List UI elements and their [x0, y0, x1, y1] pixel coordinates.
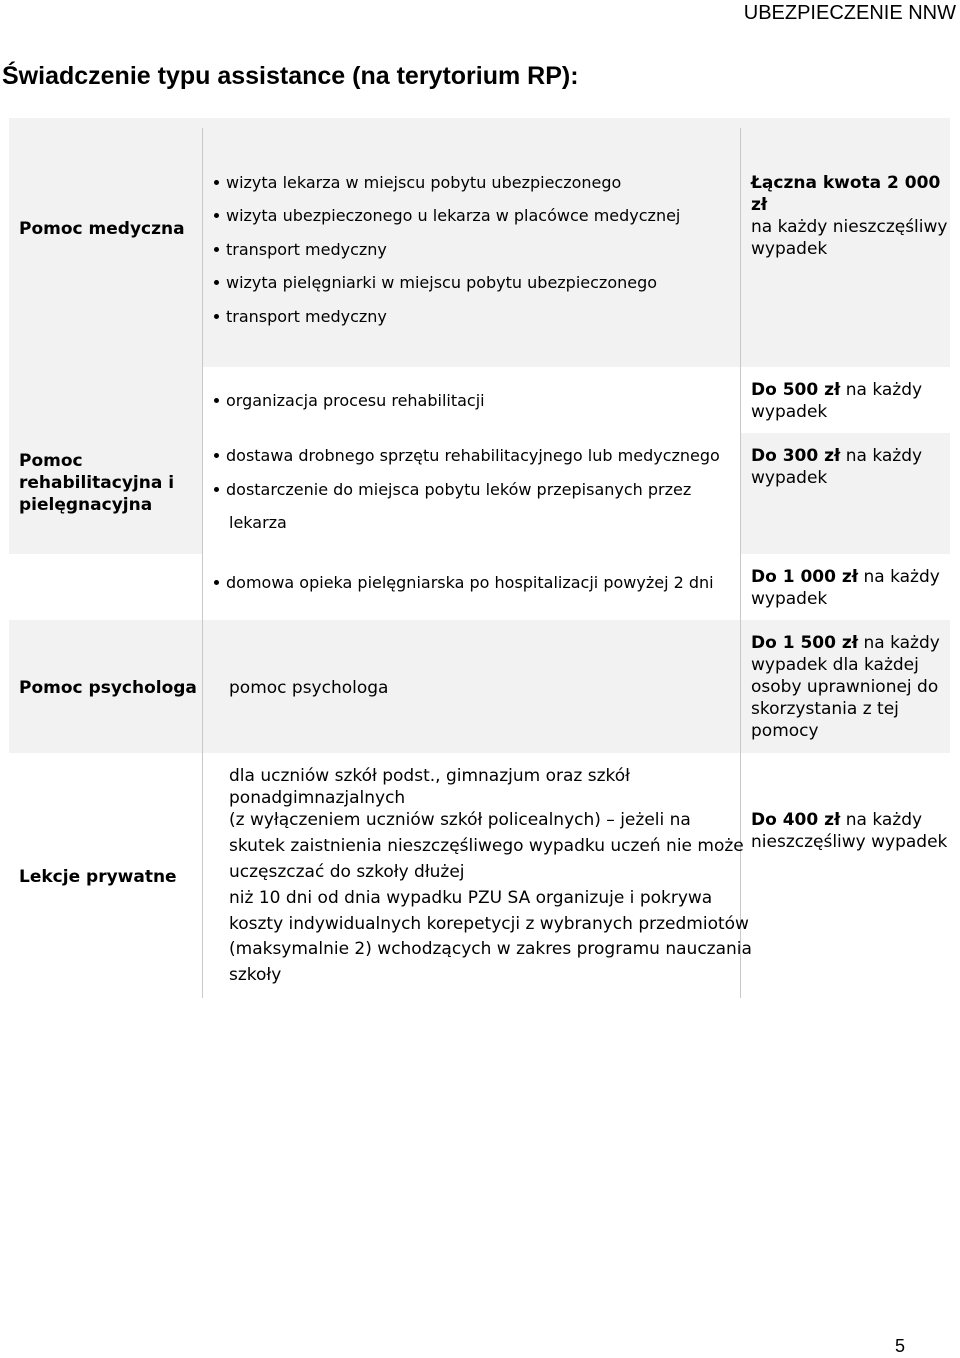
- description-line: skutek zaistnienia nieszczęśliwego wypadku uczeń nie może: [229, 836, 744, 856]
- description-line: (z wyłączeniem uczniów szkół policealnych) – jeżeli na: [229, 810, 691, 830]
- bullet-icon: [214, 280, 219, 285]
- psych-amount: Do 1 500 zł na każdy wypadek dla każdej osoby uprawnionej do skorzystania z tej pomocy: [751, 633, 940, 741]
- description-line: koszty indywidualnych korepetycji z wybranych przedmiotów: [229, 914, 749, 934]
- column-divider-right: [740, 128, 741, 998]
- bullet-icon: [214, 213, 219, 218]
- rehab-label: Pomoc rehabilitacyjna i pielęgnacyjna: [19, 451, 175, 515]
- bullet-icon: [214, 580, 219, 585]
- lessons-label: Lekcje prywatne: [19, 867, 177, 887]
- psych-item: pomoc psychologa: [229, 678, 389, 698]
- description-line: (maksymalnie 2) wchodzących w zakres programu nauczania: [229, 939, 752, 959]
- list-item: transport medyczny: [214, 239, 387, 261]
- list-item: transport medyczny: [214, 306, 387, 328]
- description-line: dla uczniów szkół podst., gimnazjum oraz szkół: [229, 766, 630, 786]
- medical-label: Pomoc medyczna: [19, 219, 185, 239]
- lessons-amount: Do 400 zł na każdy nieszczęśliwy wypadek: [751, 810, 948, 852]
- rehab-amount-1: Do 500 zł na każdy wypadek: [751, 380, 923, 422]
- description-line: uczęszczać do szkoły dłużej: [229, 862, 465, 882]
- page-title: Świadczenie typu assistance (na terytorium RP):: [2, 62, 579, 90]
- description-line: ponadgimnazjalnych: [229, 788, 406, 808]
- column-divider-left: [202, 128, 203, 998]
- list-item: wizyta ubezpieczonego u lekarza w placówce medycznej: [214, 205, 680, 227]
- rehab-amount-3: Do 1 000 zł na każdy wypadek: [751, 567, 940, 609]
- bullet-icon: [214, 314, 219, 319]
- page-number: 5: [895, 1336, 906, 1356]
- list-item: wizyta pielęgniarki w miejscu pobytu ubezpieczonego: [214, 272, 657, 294]
- list-item: domowa opieka pielęgniarska po hospitalizacji powyżej 2 dni: [214, 572, 714, 594]
- list-item: dostawa drobnego sprzętu rehabilitacyjnego lub medycznego: [214, 445, 720, 467]
- medical-amount: Łączna kwota 2 000 zł na każdy nieszczęśliwy wypadek: [751, 173, 948, 259]
- bullet-icon: [214, 398, 219, 403]
- bullet-icon: [214, 487, 219, 492]
- bullet-icon: [214, 180, 219, 185]
- list-item-continuation: lekarza: [229, 513, 287, 532]
- list-item: organizacja procesu rehabilitacji: [214, 390, 485, 412]
- list-item: dostarczenie do miejsca pobytu leków przepisanych przez: [214, 479, 691, 501]
- bullet-icon: [214, 453, 219, 458]
- psych-label: Pomoc psychologa: [19, 678, 197, 698]
- bullet-icon: [214, 247, 219, 252]
- description-line: niż 10 dni od dnia wypadku PZU SA organizuje i pokrywa: [229, 888, 713, 908]
- rehab-amount-2: Do 300 zł na każdy wypadek: [751, 446, 923, 488]
- document-header: UBEZPIECZENIE NNW: [743, 2, 956, 24]
- list-item: wizyta lekarza w miejscu pobytu ubezpieczonego: [214, 172, 621, 194]
- description-line: szkoły: [229, 965, 282, 985]
